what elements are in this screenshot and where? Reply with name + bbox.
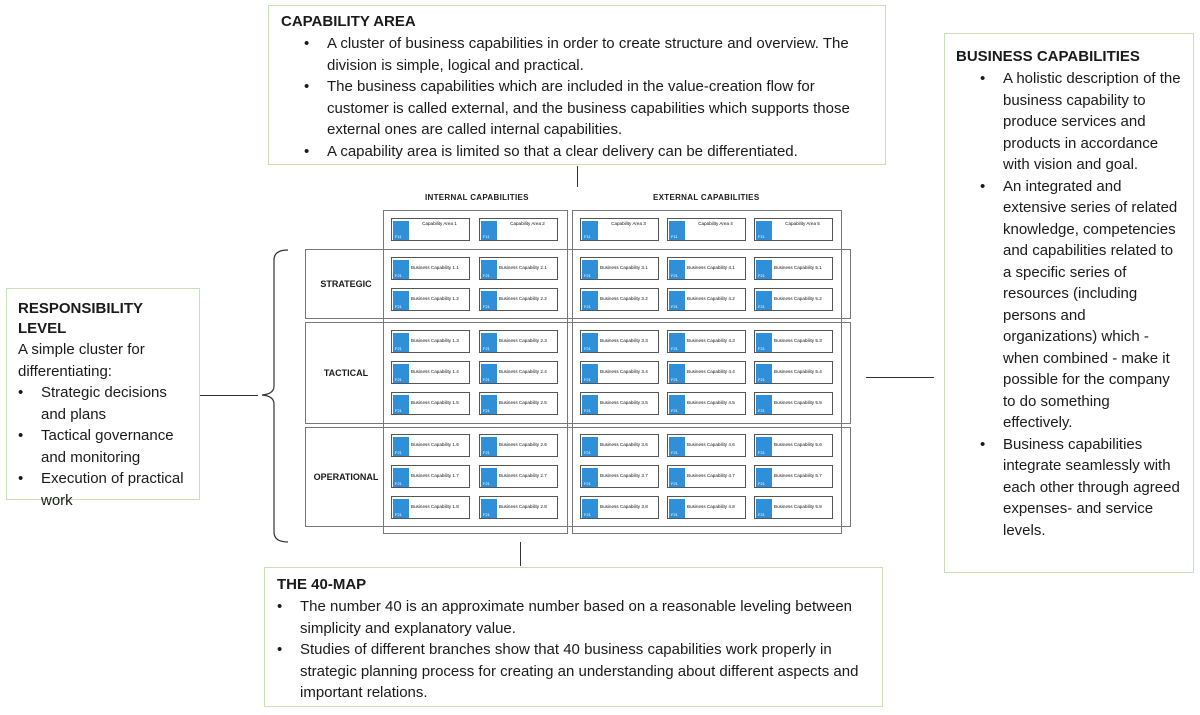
card-code: F21 [671,408,678,413]
card-label: Business Capability 2.4 [499,369,547,374]
card-code: F21 [584,346,591,351]
card-code: F21 [483,481,490,486]
responsibility-level-title: RESPONSIBILITY LEVEL [18,300,143,337]
card-code: F21 [758,512,765,517]
connector-top [577,166,578,187]
business-capability-card [391,434,470,457]
business-capabilities-bullet: • Business capabilities integrate seamlessly with each other through agreed expenses- and service levels. [1003,434,1183,542]
card-label: Business Capability 4.5 [687,400,735,405]
level-label-operational: OPERATIONAL [313,472,379,482]
level-label-strategic: STRATEGIC [320,279,372,289]
business-capability-card [391,361,470,384]
card-label: Capability Area 5 [785,221,820,226]
internal-capabilities-header: INTERNAL CAPABILITIES [425,193,529,202]
business-capability-card [391,465,470,488]
card-code: F21 [671,512,678,517]
business-capability-card [580,288,659,311]
card-label: Business Capability 3.6 [600,442,648,447]
business-capability-card [667,434,746,457]
business-capability-card [391,392,470,415]
card-label: Business Capability 2.7 [499,473,547,478]
card-label: Business Capability 3.1 [600,265,648,270]
card-label: Business Capability 5.6 [774,442,822,447]
card-code: F21 [395,377,402,382]
business-capability-card [391,288,470,311]
card-label: Capability Area 4 [698,221,733,226]
card-code: F21 [483,377,490,382]
business-capability-card [754,434,833,457]
card-code: F21 [395,450,402,455]
forty-map-panel [264,567,883,707]
business-capability-card [580,434,659,457]
connector-right [866,377,934,378]
level-label-tactical: TACTICAL [323,368,369,378]
business-capability-card [667,288,746,311]
card-label: Business Capability 2.6 [499,442,547,447]
business-capability-card [580,361,659,384]
business-capability-card [754,257,833,280]
responsibility-level-bullet: • Strategic decisions and plans [41,382,193,425]
capability-area-bullet: • A capability area is limited so that a clear delivery can be differentiated. [327,141,873,163]
card-code: F21 [758,346,765,351]
capability-area-title: CAPABILITY AREA [281,13,416,30]
card-label: Business Capability 3.2 [600,296,648,301]
card-label: Business Capability 2.1 [499,265,547,270]
card-label: Business Capability 4.6 [687,442,735,447]
card-label: Business Capability 5.4 [774,369,822,374]
card-label: Business Capability 1.6 [411,442,459,447]
card-label: Business Capability 3.7 [600,473,648,478]
business-capability-card [479,288,558,311]
card-code: F21 [584,481,591,486]
card-label: Business Capability 4.7 [687,473,735,478]
card-code: F11 [395,234,402,239]
card-code: F21 [483,512,490,517]
card-label: Business Capability 2.8 [499,504,547,509]
card-label: Business Capability 1.1 [411,265,459,270]
capability-area-card [580,218,659,241]
card-label: Business Capability 1.4 [411,369,459,374]
card-code: F21 [671,377,678,382]
card-label: Business Capability 5.2 [774,296,822,301]
business-capability-card [479,465,558,488]
card-code: F21 [758,377,765,382]
business-capability-card [754,330,833,353]
business-capability-card [479,361,558,384]
card-label: Business Capability 3.4 [600,369,648,374]
card-code: F21 [758,304,765,309]
card-code: F21 [758,273,765,278]
external-capabilities-header: EXTERNAL CAPABILITIES [653,193,760,202]
card-label: Business Capability 3.8 [600,504,648,509]
card-label: Business Capability 4.8 [687,504,735,509]
business-capability-card [754,496,833,519]
card-code: F21 [395,304,402,309]
card-label: Business Capability 1.5 [411,400,459,405]
card-label: Business Capability 5.8 [774,504,822,509]
responsibility-brace [258,246,288,546]
card-code: F21 [395,408,402,413]
card-code: F21 [671,273,678,278]
business-capability-card [580,496,659,519]
business-capability-card [479,257,558,280]
business-capabilities-bullet: • A holistic description of the business capability to produce services and products in accordance with vision and goal. [1003,68,1183,176]
capability-area-bullet: • The business capabilities which are included in the value-creation flow for customer is called external, and the business capabilities which supports those external ones are called internal capabilities. [327,76,873,141]
business-capability-card [667,257,746,280]
card-label: Business Capability 3.3 [600,338,648,343]
card-code: F21 [483,273,490,278]
card-label: Capability Area 1 [422,221,457,226]
card-label: Business Capability 5.1 [774,265,822,270]
card-code: F21 [758,450,765,455]
card-code: F21 [395,512,402,517]
capability-area-card [667,218,746,241]
business-capability-card [391,257,470,280]
business-capabilities-bullet: • An integrated and extensive series of related knowledge, competencies and capabilities related to a specific series of resources (including persons and organizations) which - when combined - make it possible for the company to do something effectively. [1003,176,1183,434]
business-capability-card [754,392,833,415]
card-label: Business Capability 5.5 [774,400,822,405]
forty-map-bullet: • Studies of different branches show that 40 business capabilities work properly in strategic planning process for creating an understanding about different aspects and important relations. [300,639,870,704]
capability-area-panel [268,5,886,165]
business-capability-card [391,330,470,353]
business-capabilities-panel [944,33,1194,573]
card-code: F11 [758,234,765,239]
connector-left [200,395,258,396]
business-capability-card [754,288,833,311]
card-code: F21 [584,304,591,309]
card-code: F21 [395,481,402,486]
card-code: F21 [395,346,402,351]
business-capability-card [667,392,746,415]
business-capability-card [667,361,746,384]
card-label: Business Capability 2.5 [499,400,547,405]
card-label: Business Capability 4.1 [687,265,735,270]
card-code: F21 [483,304,490,309]
responsibility-level-bullet: • Tactical governance and monitoring [41,425,193,468]
capability-area-bullet: • A cluster of business capabilities in order to create structure and overview. The division is simple, logical and practical. [327,33,873,76]
forty-map-title: THE 40-MAP [277,576,367,593]
card-code: F21 [584,408,591,413]
card-code: F11 [671,234,678,239]
card-label: Business Capability 5.7 [774,473,822,478]
card-label: Business Capability 2.3 [499,338,547,343]
business-capability-card [580,330,659,353]
card-code: F21 [483,408,490,413]
card-label: Business Capability 1.7 [411,473,459,478]
card-code: F21 [671,304,678,309]
card-label: Business Capability 3.5 [600,400,648,405]
business-capability-card [479,330,558,353]
capability-area-card [479,218,558,241]
business-capability-card [580,392,659,415]
business-capability-card [667,496,746,519]
responsibility-level-intro: A simple cluster for differentiating: [18,341,145,380]
card-label: Capability Area 2 [510,221,545,226]
card-code: F21 [671,481,678,486]
card-code: F21 [483,450,490,455]
responsibility-level-bullet: • Execution of practical work [41,468,193,511]
card-code: F11 [483,234,490,239]
capability-area-card [754,218,833,241]
business-capability-card [667,330,746,353]
business-capability-card [754,361,833,384]
business-capability-card [479,434,558,457]
card-label: Business Capability 4.4 [687,369,735,374]
business-capability-card [667,465,746,488]
card-code: F11 [584,234,591,239]
card-label: Business Capability 2.2 [499,296,547,301]
card-code: F21 [395,273,402,278]
card-code: F21 [584,377,591,382]
business-capability-card [754,465,833,488]
card-label: Business Capability 4.2 [687,296,735,301]
connector-bottom [520,542,521,566]
card-code: F21 [671,346,678,351]
card-code: F21 [584,512,591,517]
card-code: F21 [584,273,591,278]
card-code: F21 [671,450,678,455]
business-capabilities-title: BUSINESS CAPABILITIES [956,48,1140,65]
business-capability-card [580,465,659,488]
capability-area-card [391,218,470,241]
card-code: F21 [758,408,765,413]
business-capability-card [479,392,558,415]
card-label: Business Capability 1.8 [411,504,459,509]
card-code: F21 [483,346,490,351]
card-code: F21 [758,481,765,486]
card-code: F21 [584,450,591,455]
business-capability-card [580,257,659,280]
business-capability-card [391,496,470,519]
card-label: Business Capability 5.3 [774,338,822,343]
card-label: Business Capability 1.2 [411,296,459,301]
card-label: Business Capability 1.3 [411,338,459,343]
card-label: Capability Area 3 [611,221,646,226]
card-label: Business Capability 4.3 [687,338,735,343]
responsibility-level-panel [6,288,200,509]
forty-map-bullet: • The number 40 is an approximate number based on a reasonable leveling between simplicity and explanatory value. [300,596,870,639]
business-capability-card [479,496,558,519]
